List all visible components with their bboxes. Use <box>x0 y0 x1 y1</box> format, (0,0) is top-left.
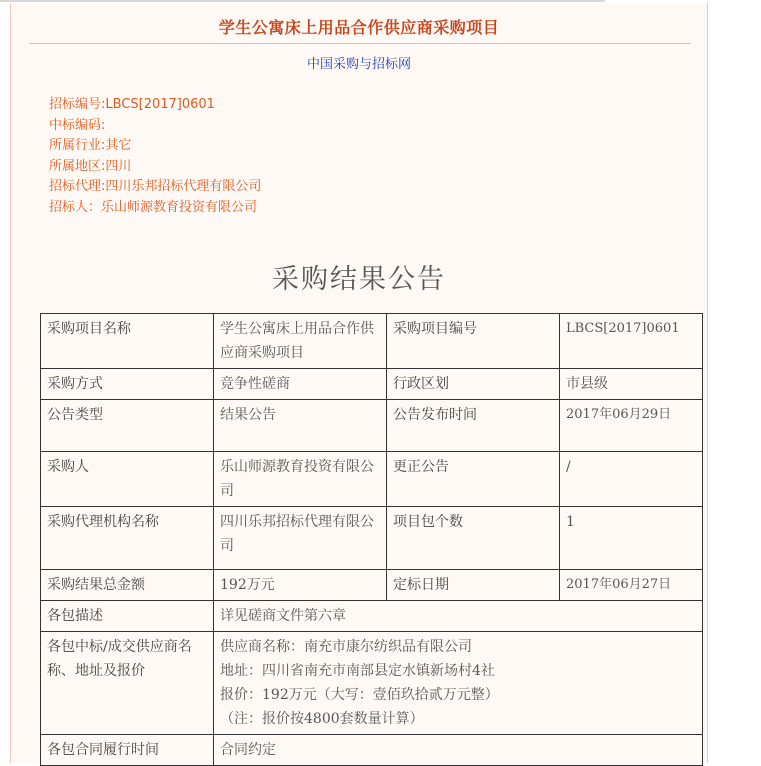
cell-label: 各包描述 <box>41 601 214 632</box>
cell-value: 结果公告 <box>214 400 387 452</box>
cell-label: 采购代理机构名称 <box>41 507 214 570</box>
cell-value: / <box>560 452 703 507</box>
announcement-heading: 采购结果公告 <box>272 264 446 295</box>
table-row <box>41 601 703 632</box>
cell-label: 公告类型 <box>41 400 214 452</box>
cell-value: LBCS[2017]0601 <box>560 314 703 369</box>
tenderer: 招标人：乐山师源教育投资有限公司 <box>49 199 258 215</box>
cell-label: 采购项目编号 <box>387 314 560 369</box>
table-row <box>41 400 703 452</box>
source-link[interactable]: 中国采购与招标网 <box>306 57 411 72</box>
cell-label: 采购方式 <box>41 369 214 400</box>
table-row <box>41 452 703 507</box>
result-table <box>40 313 703 766</box>
cell-value: 市县级 <box>560 369 703 400</box>
cell-label: 采购项目名称 <box>41 314 214 369</box>
table-row <box>41 570 703 601</box>
tender-number: 招标编号:LBCS[2017]0601 <box>49 97 215 112</box>
supplier-name: 供应商名称：南充市康尔纺织品有限公司 <box>220 639 472 655</box>
table-row <box>41 632 703 735</box>
cell-value: 2017年06月29日 <box>560 400 703 452</box>
cell-value: 192万元 <box>214 570 387 601</box>
cell-label: 各包合同履行时间 <box>41 735 214 766</box>
cell-label: 公告发布时间 <box>387 400 560 452</box>
cell-value: 乐山师源教育投资有限公司 <box>214 452 387 507</box>
cell-value: 学生公寓床上用品合作供应商采购项目 <box>214 314 387 369</box>
supplier-note: （注：报价按4800套数量计算） <box>220 711 424 727</box>
cell-label: 行政区划 <box>387 369 560 400</box>
top-border <box>0 0 605 2</box>
supplier-details <box>214 632 703 735</box>
supplier-address: 地址：四川省南充市南部县定水镇新场村4社 <box>220 663 495 679</box>
cell-label: 采购结果总金额 <box>41 570 214 601</box>
cell-label: 采购人 <box>41 452 214 507</box>
tender-agent: 招标代理:四川乐邦招标代理有限公司 <box>49 179 262 195</box>
table-row <box>41 507 703 570</box>
region: 所属地区:四川 <box>49 158 132 174</box>
cell-value: 2017年06月27日 <box>560 570 703 601</box>
cell-value: 竞争性磋商 <box>214 369 387 400</box>
cell-label: 各包中标/成交供应商名称、地址及报价 <box>41 632 214 735</box>
cell-label: 更正公告 <box>387 452 560 507</box>
table-row <box>41 314 703 369</box>
content-frame <box>10 3 708 763</box>
cell-value: 1 <box>560 507 703 570</box>
cell-value: 四川乐邦招标代理有限公司 <box>214 507 387 570</box>
cell-label: 定标日期 <box>387 570 560 601</box>
cell-value: 详见磋商文件第六章 <box>214 601 703 632</box>
industry: 所属行业:其它 <box>49 138 132 154</box>
cell-label: 项目包个数 <box>387 507 560 570</box>
cell-value: 合同约定 <box>214 735 703 766</box>
table-row <box>41 735 703 766</box>
award-code: 中标编码: <box>49 117 106 133</box>
title-divider <box>29 43 691 44</box>
page-title: 学生公寓床上用品合作供应商采购项目 <box>218 18 500 37</box>
table-row <box>41 369 703 400</box>
supplier-quote: 报价：192万元（大写：壹佰玖拾贰万元整） <box>220 687 499 703</box>
tender-info <box>49 95 261 219</box>
